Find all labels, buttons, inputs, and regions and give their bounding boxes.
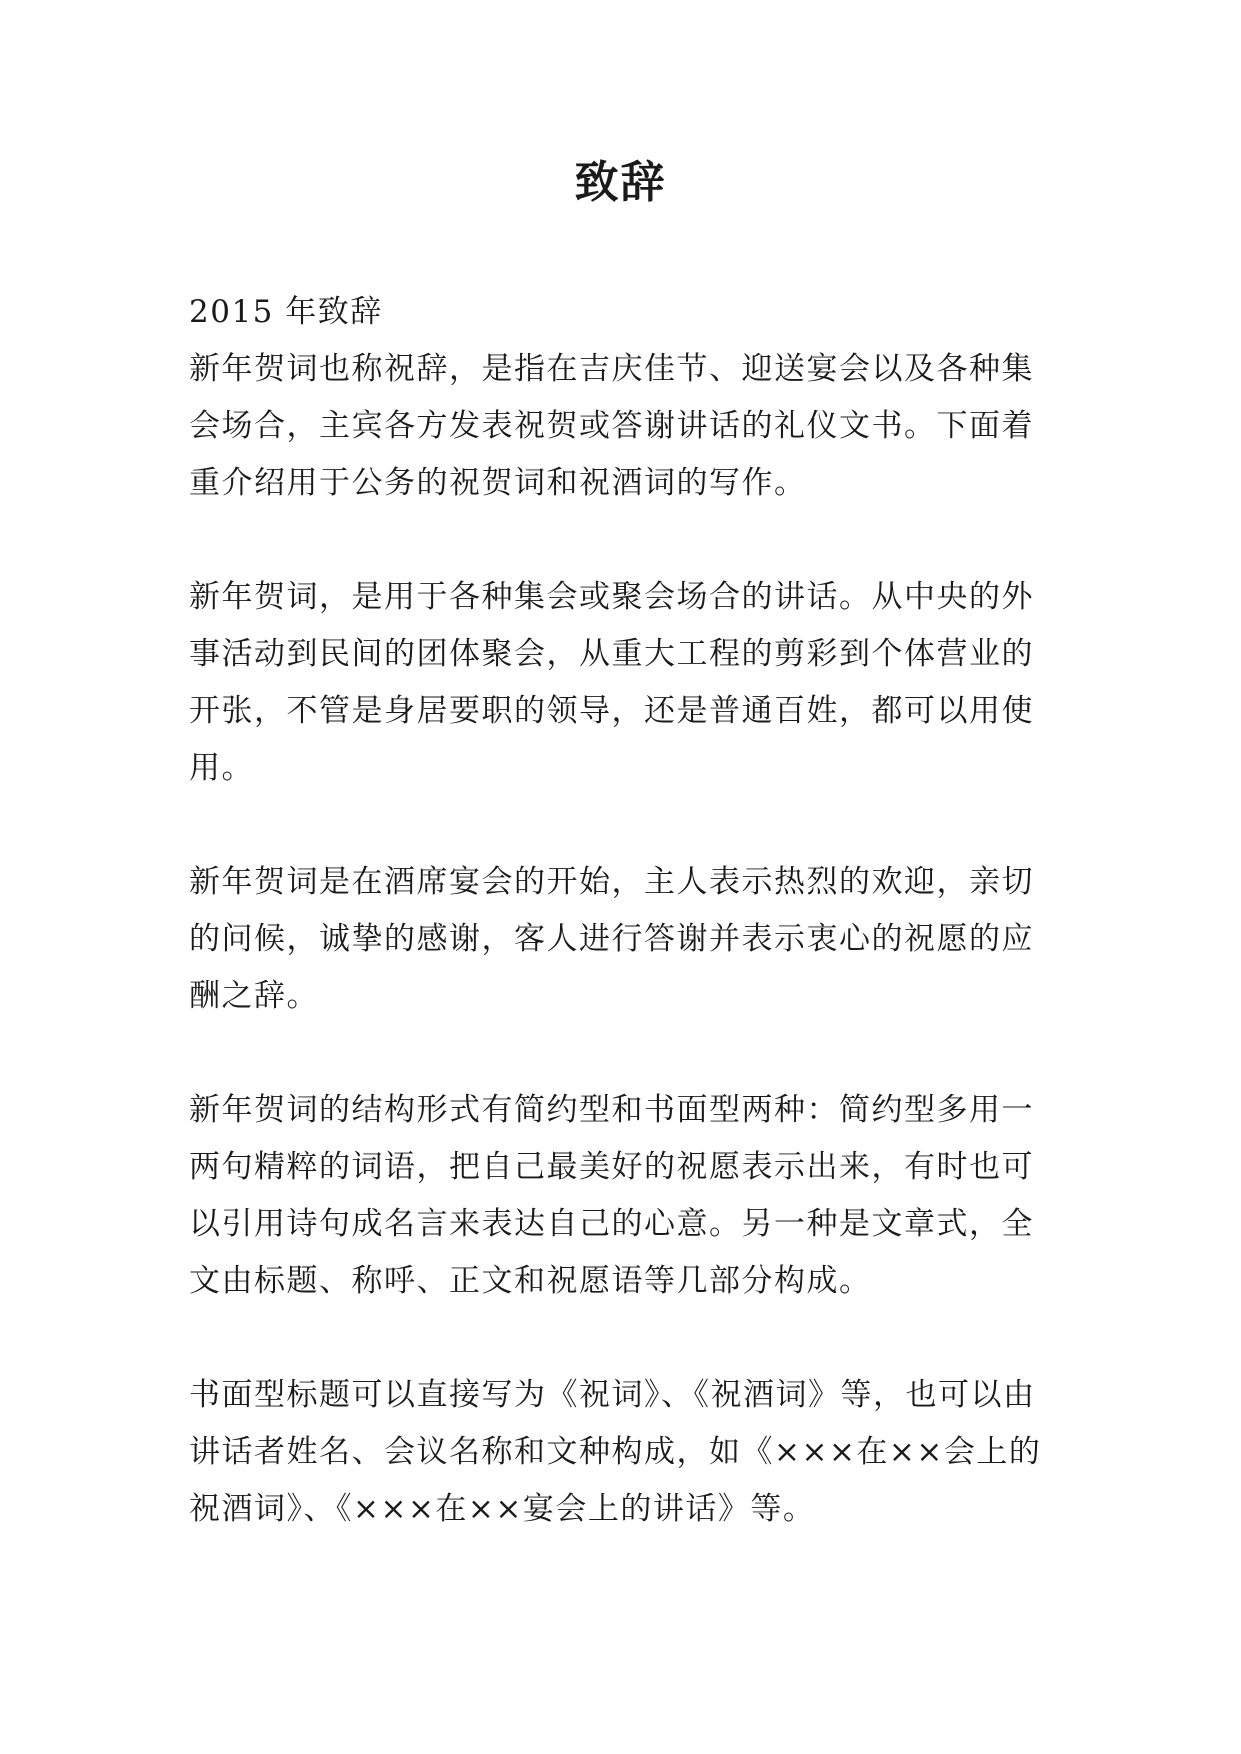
paragraph-5 bbox=[189, 1367, 1053, 1538]
paragraph-line: 会场合，主宾各方发表祝贺或答谢讲话的礼仪文书。下面着 bbox=[189, 408, 1034, 444]
paragraph-4 bbox=[189, 1082, 1053, 1310]
paragraph-line: 新年贺词的结构形式有简约型和书面型两种：简约型多用一 bbox=[189, 1092, 1034, 1128]
paragraph-line: 祝酒词》、《×××在××宴会上的讲话》等。 bbox=[189, 1491, 816, 1527]
paragraph-line: 开张，不管是身居要职的领导，还是普通百姓，都可以用使 bbox=[189, 693, 1034, 729]
paragraph-2 bbox=[189, 569, 1053, 797]
paragraph-line: 重介绍用于公务的祝贺词和祝酒词的写作。 bbox=[189, 465, 807, 501]
paragraph-line: 以引用诗句成名言来表达自己的心意。另一种是文章式，全 bbox=[189, 1206, 1034, 1242]
paragraph-line: 讲话者姓名、会议名称和文种构成，如《×××在××会上的 bbox=[189, 1434, 1042, 1470]
paragraph-3 bbox=[189, 854, 1053, 1025]
paragraph-line: 事活动到民间的团体聚会，从重大工程的剪彩到个体营业的 bbox=[189, 636, 1034, 672]
paragraph-1 bbox=[189, 341, 1053, 512]
document-title: 致辞 bbox=[574, 157, 667, 208]
paragraph-line: 书面型标题可以直接写为《祝词》、《祝酒词》等，也可以由 bbox=[189, 1377, 1036, 1413]
paragraph-line: 新年贺词是在酒席宴会的开始，主人表示热烈的欢迎，亲切 bbox=[189, 864, 1034, 900]
paragraph-line: 新年贺词也称祝辞，是指在吉庆佳节、迎送宴会以及各种集 bbox=[189, 351, 1034, 387]
document-subtitle: 2015 年致辞 bbox=[189, 294, 383, 330]
paragraph-line: 两句精粹的词语，把自己最美好的祝愿表示出来，有时也可 bbox=[189, 1149, 1034, 1185]
paragraph-line: 用。 bbox=[189, 750, 254, 786]
paragraph-line: 文由标题、称呼、正文和祝愿语等几部分构成。 bbox=[189, 1263, 872, 1299]
paragraph-line: 新年贺词，是用于各种集会或聚会场合的讲话。从中央的外 bbox=[189, 579, 1034, 615]
document-body bbox=[189, 284, 1053, 1538]
paragraph-line: 的问候，诚挚的感谢，客人进行答谢并表示衷心的祝愿的应 bbox=[189, 921, 1034, 957]
paragraph-line: 酬之辞。 bbox=[189, 978, 319, 1014]
